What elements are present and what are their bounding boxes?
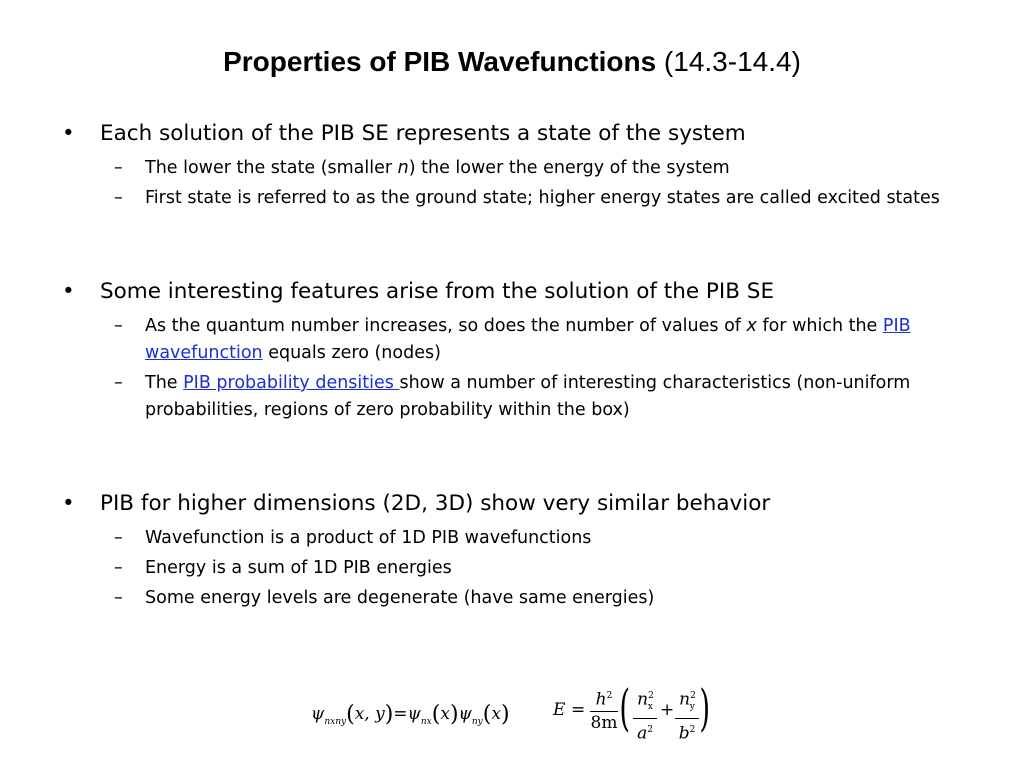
- sub-text-italic: n: [397, 158, 409, 178]
- wavefunction-product-equation: $\psi_{nxny}(x$, $y)=\psi_{nx}(x)\psi_{ny}(x)$: [311, 702, 510, 727]
- eq-n: n: [679, 689, 691, 710]
- psi-symbol: ψ: [458, 704, 472, 724]
- eq-fraction-prefactor: [590, 686, 618, 733]
- sub-item: [60, 313, 970, 367]
- sub-item: [60, 370, 970, 424]
- eq-fraction-y: [675, 686, 699, 744]
- title-section-range: (14.3-14.4): [663, 46, 801, 77]
- eq-plus: +: [660, 700, 675, 720]
- dash-marker: –: [114, 373, 123, 393]
- title-main: Properties of PIB Wavefunctions: [223, 46, 657, 77]
- bullet-item: [60, 116, 970, 152]
- bullet-marker: •: [62, 121, 75, 146]
- eq-variable: x: [440, 704, 450, 724]
- eq-subscript: ny: [471, 717, 483, 727]
- eq-square: 2: [606, 691, 613, 701]
- eq-variable: x: [491, 704, 501, 724]
- eq-fraction-x: [633, 686, 657, 744]
- sub-text: Some energy levels are degenerate (have same energies): [145, 588, 655, 608]
- dash-marker: –: [114, 558, 123, 578]
- bullet-text: Each solution of the PIB SE represents a state of the system: [100, 121, 746, 146]
- pib-wavefunction-link[interactable]: PIB wavefunction: [145, 316, 911, 363]
- eq-sub-y: y: [689, 702, 695, 713]
- eq-subscript: nx: [420, 717, 432, 727]
- sub-item: [60, 555, 970, 582]
- eq-equals: =: [571, 700, 586, 720]
- dash-marker: –: [114, 528, 123, 548]
- eq-subscript: nxny: [324, 717, 347, 727]
- eq-equals: =: [393, 704, 408, 724]
- energy-sum-equation: [553, 679, 711, 744]
- bullet-text: Some interesting features arise from the solution of the PIB SE: [100, 279, 775, 304]
- dash-marker: –: [114, 158, 123, 178]
- bullet-marker: •: [62, 491, 75, 516]
- eq-square: 2: [647, 725, 653, 736]
- eq-8m: 8m: [590, 712, 618, 733]
- dash-marker: –: [114, 188, 123, 208]
- eq-h: h: [595, 689, 607, 710]
- eq-sub-x: x: [647, 702, 653, 713]
- pib-probability-densities-link[interactable]: PIB probability densities: [183, 373, 400, 393]
- slide-body: [60, 116, 970, 612]
- dash-marker: –: [114, 588, 123, 608]
- sub-item: [60, 185, 970, 212]
- sub-text: First state is referred to as the ground state; higher energy states are called excited states: [145, 188, 940, 208]
- bullet-marker: •: [62, 279, 75, 304]
- eq-b: b: [678, 723, 690, 744]
- eq-right-paren: ): [699, 679, 711, 737]
- section-states: [60, 116, 970, 212]
- sub-text: The: [145, 373, 184, 393]
- section-features: [60, 274, 970, 424]
- section-higher-dimensions: [60, 486, 970, 612]
- eq-square: 2: [690, 691, 696, 701]
- eq-variables: x, y: [354, 704, 385, 724]
- bullet-item: [60, 486, 970, 522]
- sub-text: The lower the state (smaller: [145, 158, 398, 178]
- sub-text: for which the: [756, 316, 883, 336]
- psi-symbol: ψ: [407, 704, 421, 724]
- sub-item: [60, 525, 970, 552]
- sub-text: Wavefunction is a product of 1D PIB wavefunctions: [145, 528, 592, 548]
- sub-text: Energy is a sum of 1D PIB energies: [145, 558, 452, 578]
- eq-left-paren: (: [619, 679, 631, 737]
- eq-n: n: [637, 689, 649, 710]
- eq-a: a: [637, 723, 648, 744]
- eq-energy-symbol: E: [553, 700, 566, 720]
- psi-symbol: ψ: [311, 704, 325, 724]
- bullet-text: PIB for higher dimensions (2D, 3D) show very similar behavior: [100, 491, 771, 516]
- sub-text: show a number of interesting characteristics (non-uniform probabilities, regions of zero probability within the box): [145, 373, 911, 420]
- slide-title: [0, 42, 1024, 82]
- bullet-item: [60, 274, 970, 310]
- eq-square: 2: [648, 691, 654, 701]
- dash-marker: –: [114, 316, 123, 336]
- sub-item: [60, 155, 970, 182]
- sub-text: equals zero (nodes): [262, 343, 441, 363]
- sub-text: ) the lower the energy of the system: [408, 158, 730, 178]
- sub-text: As the quantum number increases, so does the number of values of: [145, 316, 747, 336]
- sub-text-italic: x: [746, 316, 757, 336]
- eq-square: 2: [689, 725, 696, 736]
- sub-item: [60, 585, 970, 612]
